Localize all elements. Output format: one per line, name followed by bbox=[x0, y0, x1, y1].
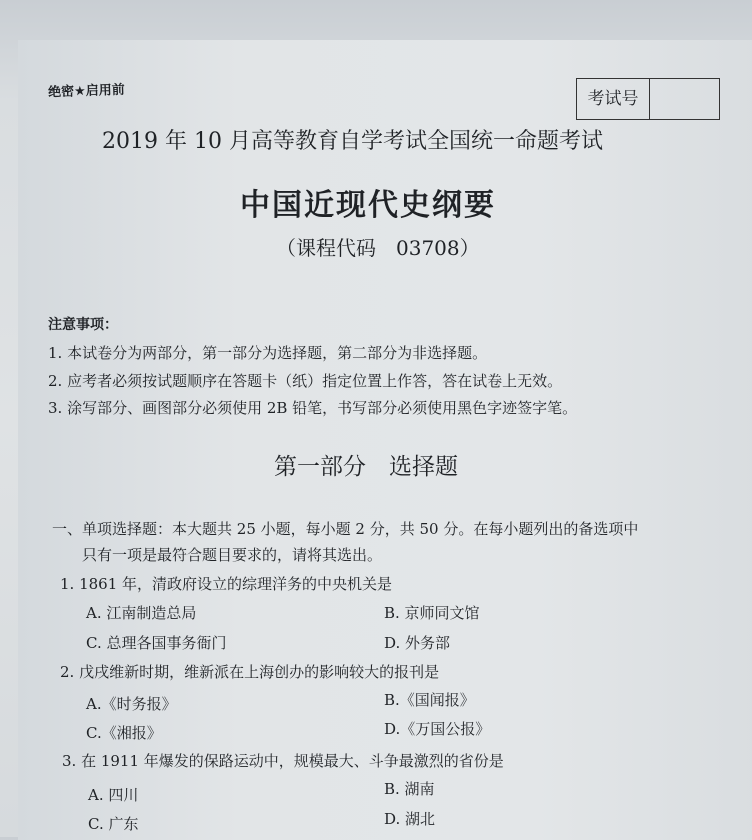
question-stem: 1. 1861 年，清政府设立的综理洋务的中央机关是 bbox=[60, 575, 393, 593]
option-c: C.《湘报》 bbox=[86, 724, 162, 742]
question-stem: 3. 在 1911 年爆发的保路运动中，规模最大、斗争最激烈的省份是 bbox=[62, 752, 504, 770]
part1-title: 第一部分 选择题 bbox=[274, 454, 458, 480]
subject-title: 中国近现代史纲要 bbox=[240, 188, 496, 223]
option-d: D. 外务部 bbox=[384, 634, 451, 652]
section-instruction: 只有一项是最符合题目要求的，请将其选出。 bbox=[82, 546, 383, 564]
question-stem: 2. 戊戌维新时期，维新派在上海创办的影响较大的报刊是 bbox=[60, 663, 440, 681]
option-d: D.《万国公报》 bbox=[384, 720, 491, 738]
option-b: B.《国闻报》 bbox=[384, 691, 475, 709]
option-b: B. 湖南 bbox=[384, 780, 435, 798]
option-c: C. 广东 bbox=[88, 815, 139, 833]
exam-number-label: 考试号 bbox=[577, 79, 650, 119]
note-item: 3. 涂写部分、画图部分必须使用 2B 铅笔，书写部分必须使用黑色字迹签字笔。 bbox=[48, 399, 578, 417]
note-item: 2. 应考者必须按试题顺序在答题卡（纸）指定位置上作答，答在试卷上无效。 bbox=[48, 372, 563, 390]
secret-mark: 绝密★启用前 bbox=[47, 82, 125, 101]
course-code: （课程代码 03708） bbox=[276, 236, 480, 260]
option-d: D. 湖北 bbox=[384, 810, 436, 828]
exam-title: 2019 年 10 月高等教育自学考试全国统一命题考试 bbox=[102, 129, 603, 154]
option-a: A. 江南制造总局 bbox=[86, 604, 197, 622]
option-b: B. 京师同文馆 bbox=[384, 604, 480, 622]
exam-number-box bbox=[576, 78, 720, 120]
note-item: 1. 本试卷分为两部分，第一部分为选择题，第二部分为非选择题。 bbox=[48, 344, 488, 362]
option-a: A. 四川 bbox=[88, 786, 139, 804]
notes-title: 注意事项： bbox=[48, 317, 118, 333]
option-a: A.《时务报》 bbox=[86, 695, 177, 713]
section-instruction: 一、单项选择题：本大题共 25 小题，每小题 2 分，共 50 分。在每小题列出的备选项中 bbox=[52, 520, 639, 538]
option-c: C. 总理各国事务衙门 bbox=[86, 634, 227, 652]
